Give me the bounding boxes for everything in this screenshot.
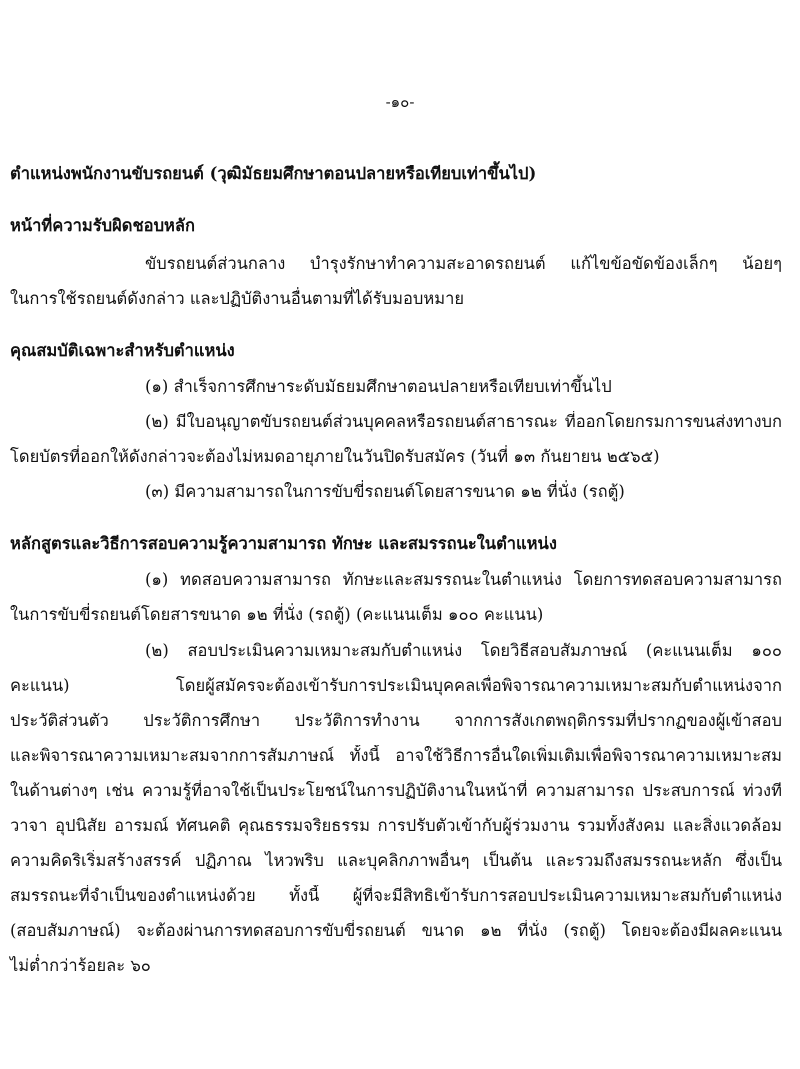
exam-item-2-line: คะแนน) โดยผู้สมัครจะต้องเข้ารับการประเมินบุคคลเพื่อพิจารณาความเหมาะสมกับตำแหน่งจาก [10, 676, 782, 695]
exam-item-2-line: ไม่ต่ำกว่าร้อยละ ๖๐ [10, 956, 151, 975]
exam-item-2-line: ในด้านต่างๆ เช่น ความรู้ที่อาจใช้เป็นประโยชน์ในการปฏิบัติงานในหน้าที่ ความสามารถ ประสบการณ์ ท่วงที [10, 781, 782, 800]
exam-item-1: (๑) ทดสอบความสามารถ ทักษะและสมรรถนะในตำแหน่ง โดยการทดสอบความสามารถ [145, 570, 782, 589]
position-title: ตำแหน่งพนักงานขับรถยนต์ (วุฒิมัธยมศึกษาตอนปลายหรือเทียบเท่าขึ้นไป) [10, 164, 537, 183]
exam-heading: หลักสูตรและวิธีการสอบความรู้ความสามารถ ทักษะ และสมรรถนะในตำแหน่ง [10, 534, 557, 553]
exam-item-1-cont: ในการขับขี่รถยนต์โดยสารขนาด ๑๒ ที่นั่ง (รถตู้) (คะแนนเต็ม ๑๐๐ คะแนน) [10, 605, 544, 624]
exam-item-2-line: และพิจารณาความเหมาะสมจากการสัมภาษณ์ ทั้งนี้ อาจใช้วิธีการอื่นใดเพิ่มเติมเพื่อพิจารณาความเหมาะสม [10, 746, 782, 765]
exam-item-2-line: ความคิดริเริ่มสร้างสรรค์ ปฏิภาณ ไหวพริบ และบุคลิกภาพอื่นๆ เป็นต้น และรวมถึงสมรรถนะหลัก ซึ่งเป็น [10, 851, 782, 870]
duties-line: ในการใช้รถยนต์ดังกล่าว และปฏิบัติงานอื่นตามที่ได้รับมอบหมาย [10, 289, 465, 308]
duties-line: ขับรถยนต์ส่วนกลาง บำรุงรักษาทำความสะอาดรถยนต์ แก้ไขข้อขัดข้องเล็กๆ น้อยๆ [145, 254, 782, 273]
exam-item-2-line: (สอบสัมภาษณ์) จะต้องผ่านการทดสอบการขับขี่รถยนต์ ขนาด ๑๒ ที่นั่ง (รถตู้) โดยจะต้องมีผลคะแนน [10, 921, 782, 940]
qualification-item-3: (๓) มีความสามารถในการขับขี่รถยนต์โดยสารขนาด ๑๒ ที่นั่ง (รถตู้) [145, 482, 625, 501]
qualifications-heading: คุณสมบัติเฉพาะสำหรับตำแหน่ง [10, 341, 235, 360]
duties-heading: หน้าที่ความรับผิดชอบหลัก [10, 216, 196, 235]
qualification-item-2: (๒) มีใบอนุญาตขับรถยนต์ส่วนบุคคลหรือรถยนต์สาธารณะ ที่ออกโดยกรมการขนส่งทางบก [145, 412, 782, 431]
page-number: -๑๐- [385, 93, 415, 111]
exam-item-2-line: ประวัติส่วนตัว ประวัติการศึกษา ประวัติการทำงาน จากการสังเกตพฤติกรรมที่ปรากฏของผู้เข้าสอบ [10, 711, 782, 730]
exam-item-2-line: สมรรถนะที่จำเป็นของตำแหน่งด้วย ทั้งนี้ ผู้ที่จะมีสิทธิเข้ารับการสอบประเมินความเหมาะสมกับตำแหน่ง [10, 886, 782, 905]
exam-item-2-line: (๒) สอบประเมินความเหมาะสมกับตำแหน่ง โดยวิธีสอบสัมภาษณ์ (คะแนนเต็ม ๑๐๐ [145, 641, 782, 660]
qualification-item-2-cont: โดยบัตรที่ออกให้ดังกล่าวจะต้องไม่หมดอายุภายในวันปิดรับสมัคร (วันที่ ๑๓ กันยายน ๒๕๖๕) [10, 447, 660, 466]
qualification-item-1: (๑) สำเร็จการศึกษาระดับมัธยมศึกษาตอนปลายหรือเทียบเท่าขึ้นไป [145, 377, 612, 396]
exam-item-2-line: วาจา อุปนิสัย อารมณ์ ทัศนคติ คุณธรรมจริยธรรม การปรับตัวเข้ากับผู้ร่วมงาน รวมทั้งสังคม และสิ่งแวดล้อม [10, 816, 782, 835]
